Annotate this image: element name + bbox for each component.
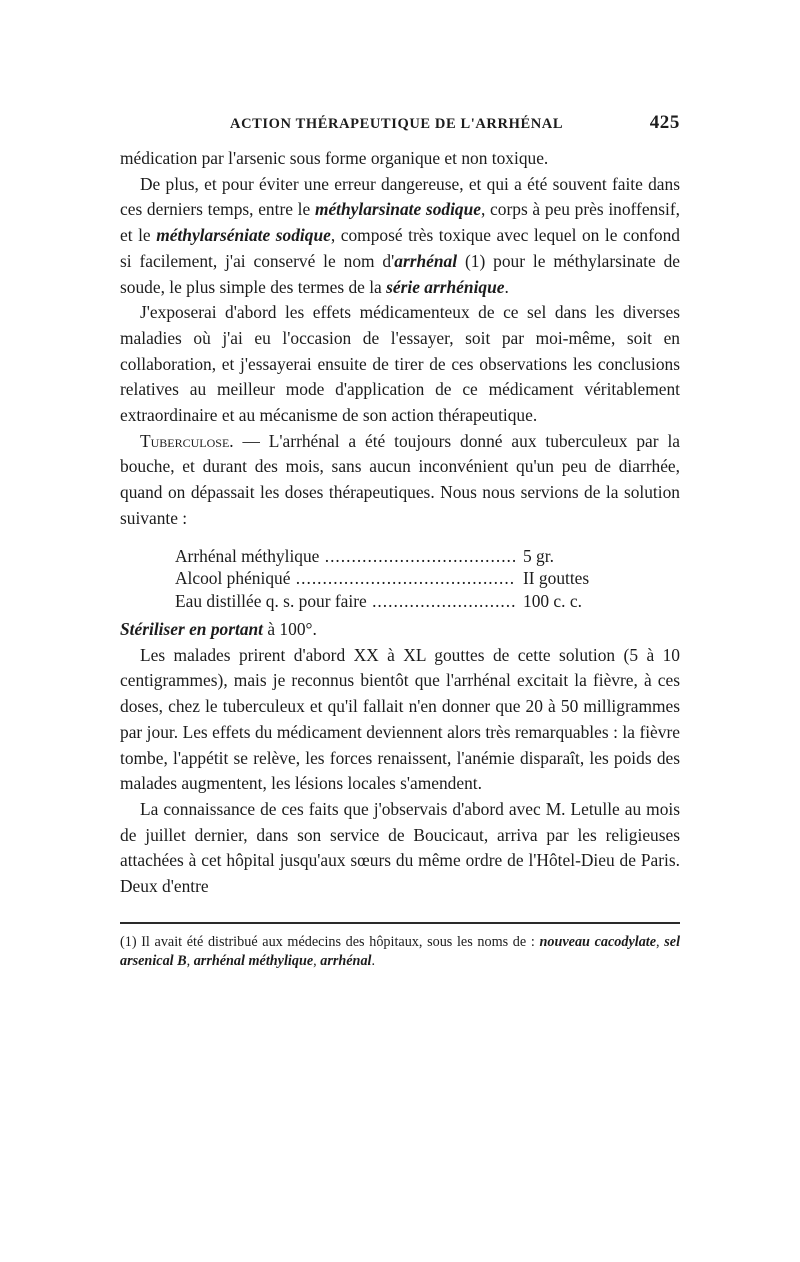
footnote-term-4: arrhénal — [320, 952, 372, 969]
running-header — [120, 112, 680, 146]
sterilize-italic: Stériliser en portant — [120, 619, 264, 640]
running-title: ACTION THÉRAPEUTIQUE DE L'ARRHÉNAL — [230, 116, 564, 132]
paragraph-5: Les malades prirent d'abord XX à XL gouttes de cette solution (5 à 10 centigrammes), mais je reconnus bientôt que l'arrhénal excitait la fièvre, à ces doses, chez le tuberculeux et qu'il fallait n'en donner que 20 à 50 milligrammes par jour. Les effets du médicament deviennent alors très remarquables : la fièvre tombe, l'appétit se relève, les forces renaissent, l'anémie disparaît, les poids des malades augmentent, les lésions locales s'amendent. — [120, 644, 680, 794]
paragraph-3: J'exposerai d'abord les effets médicamenteux de ce sel dans les diverses maladies où j'ai eu l'occasion de l'essayer, soit par moi-même, soit en collaboration, et j'essayerai ensuite de tirer de ces observations les conclusions relatives au meilleur mode d'application de ce médicament véritablement extraordinaire et au mécanisme de son action thérapeutique. — [120, 302, 680, 426]
recipe-quantity: 100 c. c. — [523, 590, 582, 611]
sterilize-line — [120, 617, 680, 643]
p4-text: — L'arrhénal a été toujours donné aux tuberculeux par la bouche, et durant des mois, sans aucun inconvénient qu'un peu de diarrhée, quand on dépassait les doses thérapeutiques. Nous nous servions de la solution suivante : — [120, 430, 680, 528]
footnote-text-c: , — [186, 952, 194, 969]
footnote-term-1: nouveau cacodylate — [539, 933, 657, 950]
footnote-text-e: . — [371, 952, 376, 969]
recipe-ingredient: Alcool phéniqué ..... — [175, 567, 515, 590]
term-methylarseniate: méthylarséniate sodique — [156, 225, 331, 246]
book-page — [120, 112, 680, 971]
recipe-line — [175, 545, 680, 568]
body-text — [120, 146, 680, 900]
paragraph-4 — [120, 429, 680, 532]
recipe-list — [175, 545, 680, 613]
term-arrhenal: arrhénal — [394, 250, 458, 271]
paragraph-1: médication par l'arsenic sous forme organique et non toxique. — [120, 148, 549, 168]
footnote — [120, 933, 680, 971]
recipe-line — [175, 590, 680, 613]
footnote-text-b: , — [656, 933, 665, 950]
recipe-ingredient: Arrhénal méthylique ..... — [175, 545, 515, 568]
p2-text-c: , composé très toxique avec lequel on le confond si facilement, j'ai conservé le nom d' — [120, 225, 680, 271]
footnote-text-a: (1) Il avait été distribué aux médecins des hôpitaux, sous les noms de : — [120, 933, 540, 950]
page-number: 425 — [649, 112, 680, 133]
recipe-quantity: 5 gr. — [523, 545, 554, 566]
p2-text-a: De plus, et pour éviter une erreur dangereuse, et qui a été souvent faite dans ces derniers temps, entre le — [120, 173, 680, 220]
p2-text-d: (1) pour le méthylarsinate de soude, le plus simple des termes de la — [120, 250, 681, 297]
term-methylarsinate: méthylarsinate sodique — [314, 199, 481, 220]
footnote-term-3: arrhénal méthylique — [193, 952, 314, 969]
footnote-rule — [120, 922, 680, 924]
p2-text-b: , corps à peu près inoffensif, et le — [120, 199, 680, 246]
paragraph-2 — [120, 172, 680, 301]
recipe-line — [175, 567, 680, 590]
p2-text-e: . — [504, 276, 509, 297]
footnote-text-d: , — [313, 952, 321, 969]
paragraph-6: La connaissance de ces faits que j'observais d'abord avec M. Letulle au mois de juillet dernier, dans son service de Boucicaut, arriva par les religieuses attachées à cet hôpital jusqu'aux sœurs du même ordre de l'Hôtel-Dieu de Paris. Deux d'entre — [120, 798, 680, 897]
term-serie-arrhenique: série arrhénique — [386, 276, 505, 297]
section-heading-tuberculose: Tuberculose. — [140, 430, 234, 451]
recipe-ingredient: Eau distillée q. s. pour faire ..... — [175, 590, 515, 613]
footnote-term-2: sel arsenical B — [120, 933, 681, 969]
recipe-quantity: II gouttes — [523, 568, 590, 589]
sterilize-rest: à 100°. — [263, 619, 317, 640]
